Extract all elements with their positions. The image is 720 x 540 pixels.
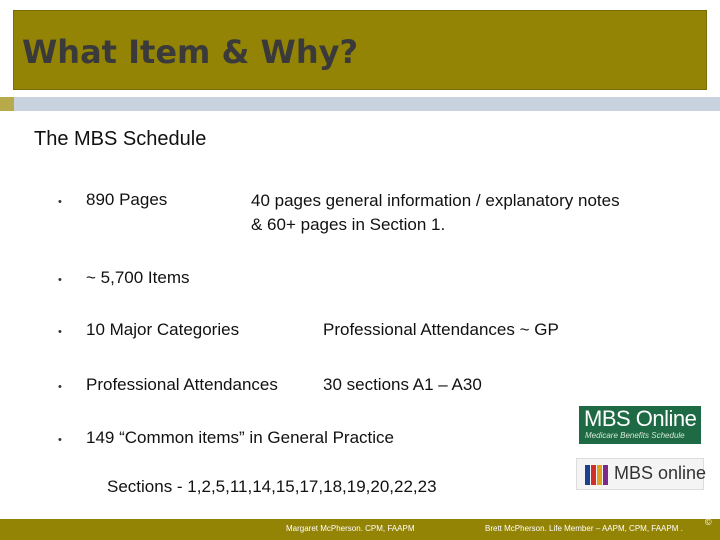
bullet-icon: • (58, 274, 62, 286)
bullet-icon: • (58, 434, 62, 446)
bullet-icon: • (58, 381, 62, 393)
item-pages-note: 40 pages general information / explanatory notes & 60+ pages in Section 1. (251, 191, 620, 234)
item-pages: 890 Pages (86, 190, 168, 209)
logo-stripe-icon (585, 465, 590, 485)
logo-stripe-icon (603, 465, 608, 485)
copyright-mark: © (705, 517, 712, 527)
item-major-categories-note: Professional Attendances ~ GP (323, 320, 559, 339)
item-major-categories: 10 Major Categories (86, 320, 240, 339)
bullet-icon: • (58, 326, 62, 338)
item-count: ~ 5,700 Items (86, 268, 190, 287)
logo-stripe-icon (597, 465, 602, 485)
title-bar (13, 10, 707, 90)
accent-square (0, 97, 14, 111)
logo-sub-text: Medicare Benefits Schedule (585, 431, 685, 440)
slide-title: What Item & Why? (22, 33, 359, 71)
accent-divider (14, 97, 720, 111)
footer-left-credit: Margaret McPherson. CPM, FAAPM (286, 524, 415, 533)
item-common-items: 149 “Common items” in General Practice (86, 428, 395, 447)
item-prof-attendances: Professional Attendances (86, 375, 278, 394)
slide-subtitle: The MBS Schedule (34, 128, 207, 150)
mbs-online-logo-green (579, 406, 701, 444)
logo-main-text: MBS Online (584, 406, 697, 431)
bullet-icon: • (58, 196, 62, 208)
item-prof-attendances-note: 30 sections A1 – A30 (323, 375, 482, 394)
logo-stripe-icon (591, 465, 596, 485)
mbs-online-logo-white (576, 458, 707, 490)
item-sections: Sections - 1,2,5,11,14,15,17,18,19,20,22,23 (107, 477, 437, 496)
logo-text: MBS online (614, 463, 707, 483)
footer-right-credit: Brett McPherson. Life Member – AAPM, CPM, FAAPM . (485, 524, 683, 533)
